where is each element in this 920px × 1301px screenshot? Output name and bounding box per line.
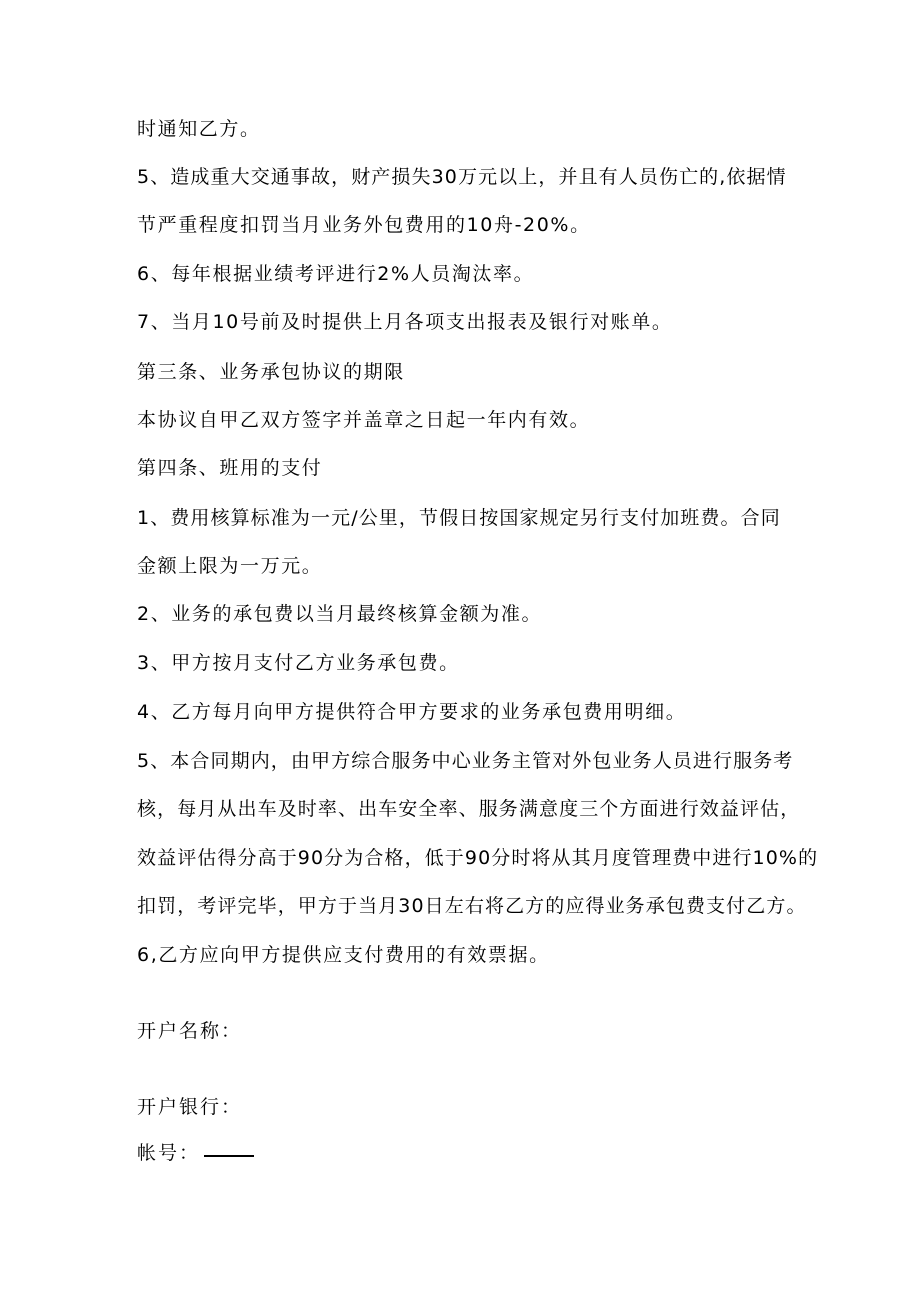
text-line: 6、每年根据业绩考评进行2%人员淘汰率。 xyxy=(137,263,535,285)
text-line: 7、当月10号前及时提供上月各项支出报表及银行对账单。 xyxy=(137,311,673,333)
text-line: 6,乙方应向甲方提供应支付费用的有效票据。 xyxy=(137,944,550,966)
text-line: 时通知乙方。 xyxy=(137,118,261,140)
account-name-label: 开户名称： xyxy=(137,1020,243,1042)
text-line: 2、业务的承包费以当月最终核算金额为准。 xyxy=(137,603,543,625)
text-line: 效益评估得分高于90分为合格，低于90分时将从其月度管理费中进行10%的 xyxy=(137,847,819,869)
section-heading: 第三条、业务承包协议的期限 xyxy=(137,361,405,383)
text-line: 1、费用核算标准为一元/公里，节假日按国家规定另行支付加班费。合同 xyxy=(137,507,781,529)
account-number-blank xyxy=(204,1155,254,1157)
text-line: 5、造成重大交通事故，财产损失30万元以上，并且有人员伤亡的,依据情 xyxy=(137,166,787,188)
account-number-label: 帐号： xyxy=(137,1142,201,1164)
bank-label: 开户银行： xyxy=(137,1096,243,1118)
text-line: 扣罚，考评完毕，甲方于当月30日左右将乙方的应得业务承包费支付乙方。 xyxy=(137,895,807,917)
text-line: 3、甲方按月支付乙方业务承包费。 xyxy=(137,652,460,674)
text-line: 核，每月从出车及时率、出车安全率、服务满意度三个方面进行效益评估， xyxy=(137,798,801,820)
text-line: 本协议自甲乙双方签字并盖章之日起一年内有效。 xyxy=(137,409,591,431)
text-line: 金额上限为一万元。 xyxy=(137,555,323,577)
text-line: 5、本合同期内，由甲方综合服务中心业务主管对外包业务人员进行服务考 xyxy=(137,750,794,772)
text-line: 4、乙方每月向甲方提供符合甲方要求的业务承包费用明细。 xyxy=(137,701,687,723)
text-line: 节严重程度扣罚当月业务外包费用的10舟-20%。 xyxy=(137,214,591,236)
section-heading: 第四条、班用的支付 xyxy=(137,457,323,479)
